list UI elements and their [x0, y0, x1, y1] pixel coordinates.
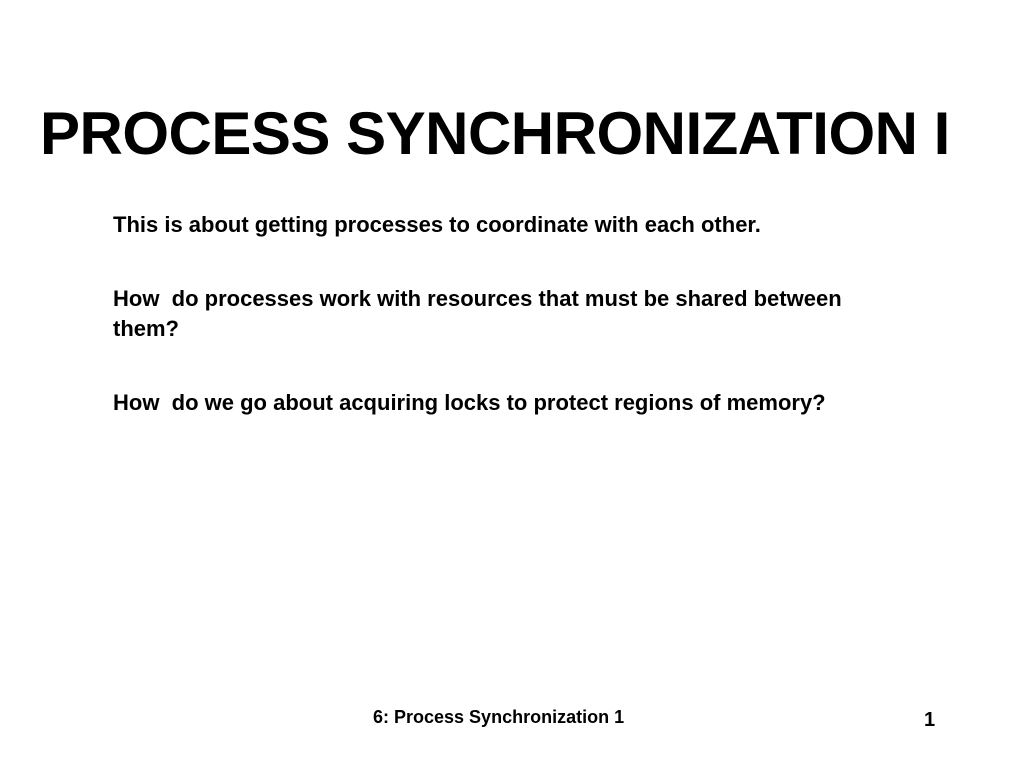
slide-body — [113, 210, 873, 462]
paragraph-1: This is about getting processes to coordinate with each other. — [113, 212, 761, 237]
paragraph-2: How do processes work with resources that must be shared between them? — [113, 286, 848, 341]
slide-page-number: 1 — [924, 709, 936, 731]
slide-footer-text: 6: Process Synchronization 1 — [373, 707, 625, 727]
slide-title: PROCESS SYNCHRONIZATION I — [40, 100, 950, 167]
paragraph-3: How do we go about acquiring locks to protect regions of memory? — [113, 390, 826, 415]
